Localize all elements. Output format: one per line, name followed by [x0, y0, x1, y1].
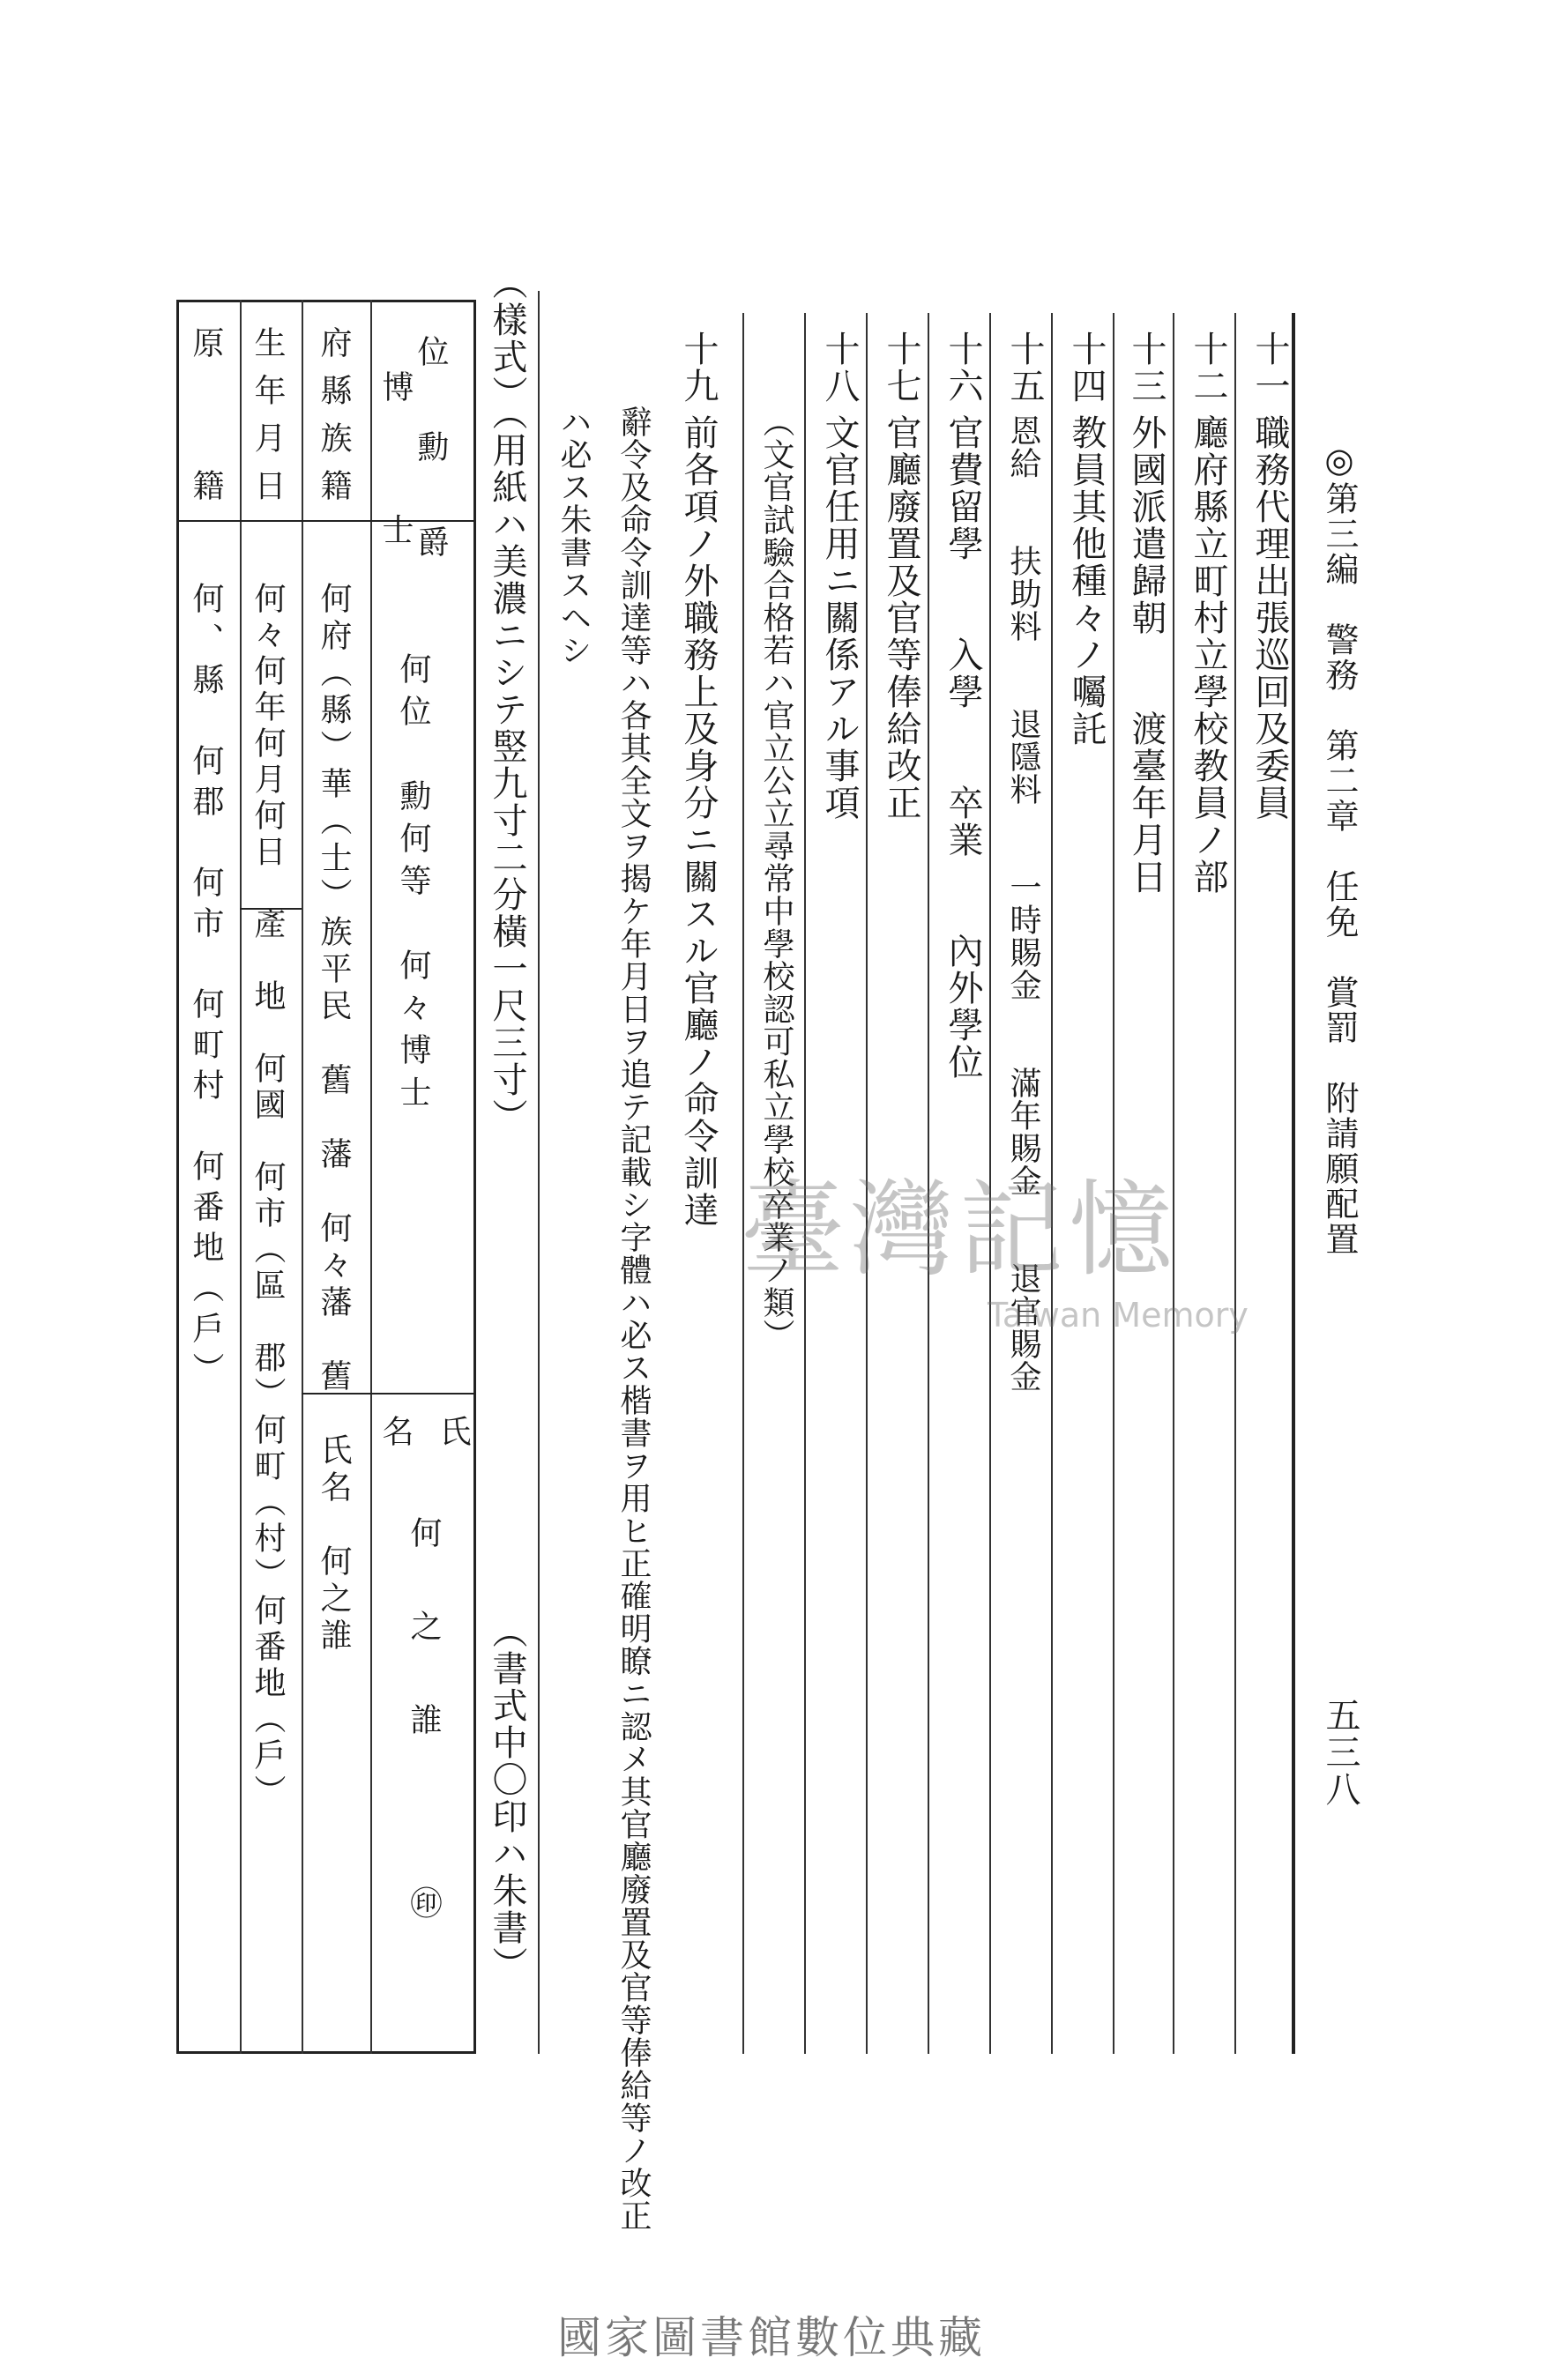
item-number-16: 十六	[943, 331, 983, 405]
item-text-11: 職務代理出張巡回及委員	[1249, 414, 1290, 822]
item-number-19: 十九	[678, 331, 719, 405]
sample-note: （書式中〇印ハ朱書）	[487, 1613, 527, 1983]
form-label-givenname: 名	[377, 1415, 414, 1462]
item-text-12: 廳府縣立町村立學校教員ノ部	[1188, 414, 1228, 896]
footer-credit: 國家圖書館數位典藏	[557, 2312, 986, 2363]
section-rule	[538, 291, 540, 2054]
form-rule	[370, 300, 372, 2054]
watermark-subtitle: Taiwan Memory	[988, 1296, 1249, 1335]
page-number: 五三八	[1320, 1697, 1360, 1808]
item-number-18: 十八	[819, 331, 860, 405]
form-rule	[240, 300, 242, 2054]
item-number-14: 十四	[1066, 331, 1107, 405]
form-label-rank: 位 勳 爵	[413, 335, 449, 573]
item-text-13: 外國派遣歸朝 渡臺年月日	[1126, 414, 1167, 896]
form-label-doctor: 博 士	[377, 370, 414, 561]
running-head: ◎第三編 警務 第二章 任免 賞罰 附請願配置	[1320, 441, 1359, 1257]
form-label-family: 府縣族籍	[316, 326, 352, 517]
form-label-origin: 原 籍	[188, 326, 224, 517]
item-text-15: 恩給 扶助料 退隱料 一時賜金 滿年賜金 退官賜金	[1005, 414, 1041, 1393]
instruction-text: 辭令及命令訓達等ハ各其全文ヲ揭ケ年月日ヲ追テ記載シ字體ハ必ス楷書ヲ用ヒ正確明瞭ニ認メ其官廳廢置及官等俸給等ノ改正	[615, 405, 652, 2232]
item-number-17: 十七	[881, 331, 921, 405]
form-label-surname: 氏	[435, 1415, 471, 1462]
item-number-15: 十五	[1004, 331, 1045, 405]
watermark	[723, 1146, 1270, 1375]
form-value-rank: 何位 勳何等 何々博士	[395, 652, 431, 1118]
form-value-name: 何之誰	[406, 1516, 442, 1796]
seal-mark: ㊞	[406, 1886, 442, 1918]
item-text-16: 官費留學 入學 卒業 內外學位	[943, 414, 983, 1081]
item-note-18: （文官試驗合格若ハ官立公立尋常中學校認可私立學校卒業ノ類）	[758, 405, 794, 1351]
form-value-origin: 何、縣 何郡 何市 何町村 何番地（戶）	[188, 582, 224, 1393]
item-text-19: 前各項ノ外職務上及身分ニ關スル官廳ノ命令訓達	[678, 414, 719, 1229]
form-value-family: 何府（縣）華（士）族平民 舊 藩 何々藩 舊 氏名 何之誰	[316, 582, 352, 1655]
item-text-18: 文官任用ニ關係アル事項	[819, 414, 860, 822]
form-label-birth: 生年月日	[250, 326, 286, 517]
item-text-17: 官廳廢置及官等俸給改正	[881, 414, 921, 822]
item-number-12: 十二	[1188, 331, 1228, 405]
item-text-14: 教員其他種々ノ囑託	[1066, 414, 1107, 747]
item-number-11: 十一	[1249, 331, 1290, 405]
item-number-13: 十三	[1126, 331, 1167, 405]
form-value-birth: 何々何年何月何日 產 地 何國 何市（區 郡）何町（村）何番地（戶）	[250, 582, 286, 1811]
text-block-right-border	[1292, 313, 1295, 2054]
sample-title: （樣式）（用紙ハ美濃ニシテ竪九寸二分橫一尺三寸）	[487, 264, 527, 1135]
instruction-text-cont: ハ必ス朱書スヘシ	[555, 405, 592, 666]
form-rule	[302, 300, 303, 2054]
watermark-logo-text: 臺灣記憶	[741, 1169, 1179, 1290]
